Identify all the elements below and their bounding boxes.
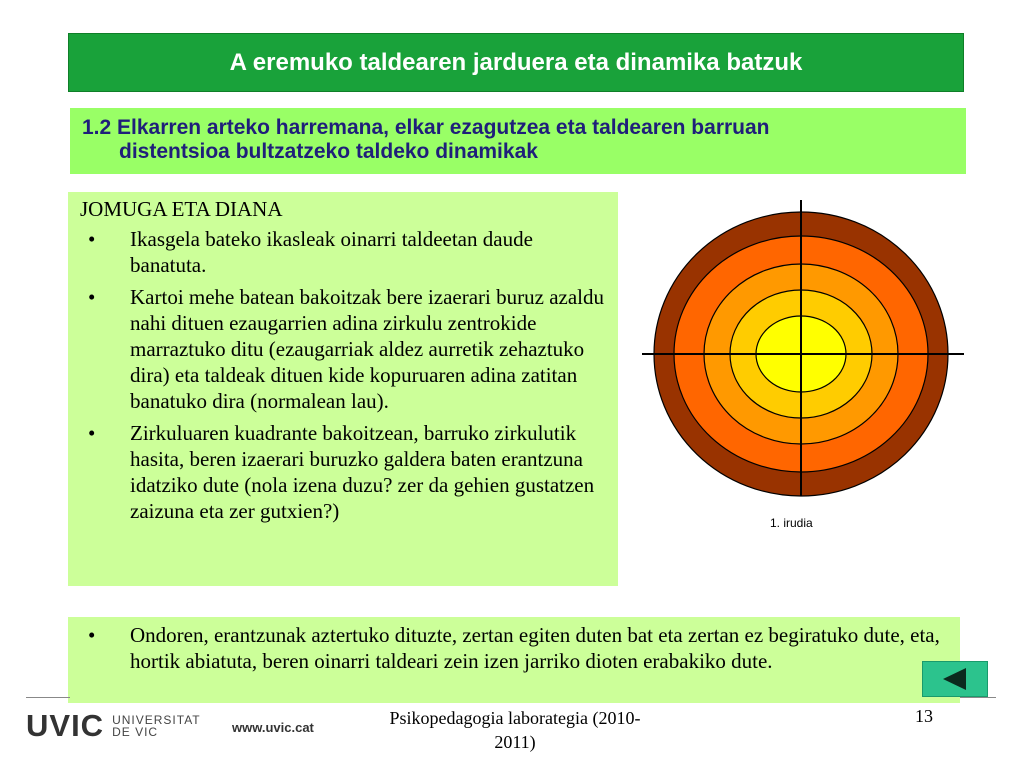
slide-title <box>68 33 964 92</box>
figure-caption: 1. irudia <box>770 516 813 530</box>
subtitle-line-2: distentsioa bultzatzeko taldeko dinamikak <box>119 140 538 163</box>
subtitle-line-1: 1.2 Elkarren arteko harremana, elkar ezagutzea eta taldearen barruan <box>82 116 770 139</box>
logo-mark: UVIC <box>26 708 105 743</box>
website-link[interactable]: www.uvic.cat <box>232 720 314 735</box>
bullet-text: Kartoi mehe batean bakoitzak bere izaerari buruz azaldu nahi dituen ezaugarrien adina zirkulu zentrokide marraztuko ditu (ezaugarriak aldez aurretik zehaztuko dira) eta taldeak dituen kide kopuruaren adina zatitan banatuko dira (normalean lau). <box>130 285 604 413</box>
section-subtitle <box>70 108 966 174</box>
page-number: 13 <box>915 706 933 726</box>
list-item <box>80 284 604 414</box>
list-item <box>80 420 604 524</box>
list-item <box>80 622 946 674</box>
activity-description <box>68 192 618 586</box>
bullet-list <box>80 226 604 524</box>
list-item <box>80 226 604 278</box>
triangle-left-icon <box>940 667 970 691</box>
footer-divider-left <box>26 697 70 698</box>
bullet-text: Ikasgela bateko ikasleak oinarri taldeetan daude banatuta. <box>130 227 533 277</box>
slide-title-text: A eremuko taldearen jarduera eta dinamika batzuk <box>229 48 803 76</box>
conclusion-box <box>68 617 960 703</box>
logo-name-line-1: UNIVERSITAT <box>112 713 201 727</box>
conclusion-list <box>80 622 946 674</box>
bullet-text: Ondoren, erantzunak aztertuko dituzte, zertan egiten duten bat eta zertan ez begiratuko dute, eta, hortik abiatuta, beren oinarri taldeari zein izen jarriko dioten erabakiko dute. <box>130 623 940 673</box>
bullet-dot: • <box>88 227 96 251</box>
logo-name <box>112 714 201 738</box>
bullet-dot: • <box>88 285 96 309</box>
bullet-dot: • <box>88 623 96 647</box>
footer-divider-right <box>960 697 996 698</box>
target-diagram <box>640 198 966 498</box>
previous-slide-button[interactable] <box>922 661 988 697</box>
logo-name-line-2: DE VIC <box>112 725 159 739</box>
bullet-dot: • <box>88 421 96 445</box>
footer-course-title: Psikopedagogia laborategia (2010-2011) <box>389 708 641 752</box>
activity-heading: JOMUGA ETA DIANA <box>80 197 283 221</box>
university-logo <box>26 708 201 744</box>
bullet-text: Zirkuluaren kuadrante bakoitzean, barruko zirkulutik hasita, beren izaerari buruzko galdera baten erantzuna idatziko dute (nola izena duzu? zer da gehien gustatzen zaizuna eta zer gutxien?) <box>130 421 595 523</box>
